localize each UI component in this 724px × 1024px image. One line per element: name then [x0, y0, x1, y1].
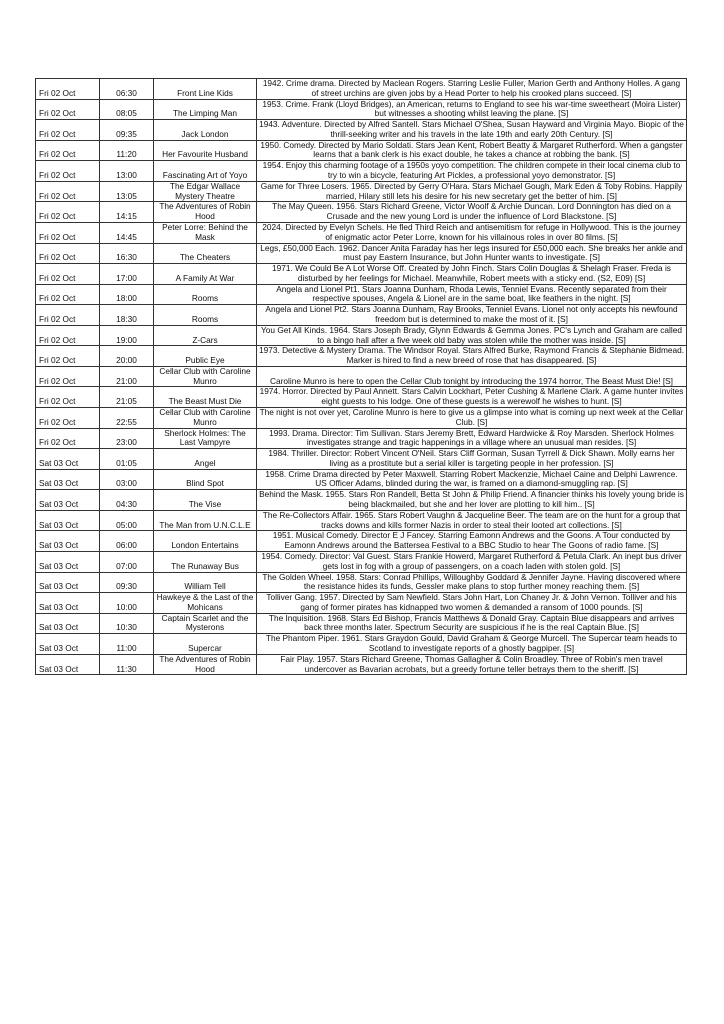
- row-time: 11:20: [100, 140, 154, 161]
- row-date: Fri 02 Oct: [36, 366, 100, 387]
- programme-description: Behind the Mask. 1955. Stars Ron Randell, Betta St John & Philip Friend. A financier thinks his lovely young bride is being blackmailed, but she and her lover are plotting to kill him.. [S]: [257, 490, 687, 511]
- schedule-row: [36, 346, 687, 367]
- programme-title: Rooms: [154, 305, 257, 326]
- row-date: Fri 02 Oct: [36, 243, 100, 264]
- row-time: 13:00: [100, 161, 154, 182]
- schedule-row: [36, 325, 687, 346]
- schedule-row: [36, 387, 687, 408]
- row-date: Sat 03 Oct: [36, 551, 100, 572]
- schedule-row: [36, 202, 687, 223]
- row-date: Sat 03 Oct: [36, 510, 100, 531]
- programme-title: The Runaway Bus: [154, 551, 257, 572]
- row-time: 21:05: [100, 387, 154, 408]
- programme-description: Legs, £50,000 Each. 1962. Dancer Anita Faraday has her legs insured for £50,000 each. She breaks her ankle and must pay Eastern Insurance, but John Hunter wants to investigate. [S]: [257, 243, 687, 264]
- programme-title: The Adventures of Robin Hood: [154, 654, 257, 675]
- programme-description: 1954. Comedy. Director: Val Guest. Stars Frankie Howerd, Margaret Rutherford & Petula Clark. An inept bus driver gets lost in fog with a group of passengers, on a coach laden with stolen gold. [S]: [257, 551, 687, 572]
- schedule-row: [36, 593, 687, 614]
- programme-description: The Phantom Piper. 1961. Stars Graydon Gould, David Graham & George Murcell. The Supercar team heads to Scotland to investigate reports of a ghostly bagpiper. [S]: [257, 634, 687, 655]
- schedule-row: [36, 531, 687, 552]
- row-date: Fri 02 Oct: [36, 79, 100, 100]
- row-date: Fri 02 Oct: [36, 120, 100, 141]
- programme-title: Cellar Club with Caroline Munro: [154, 408, 257, 429]
- programme-title: The Limping Man: [154, 99, 257, 120]
- programme-title: Angel: [154, 449, 257, 470]
- row-time: 10:30: [100, 613, 154, 634]
- row-time: 19:00: [100, 325, 154, 346]
- row-date: Fri 02 Oct: [36, 305, 100, 326]
- programme-title: Jack London: [154, 120, 257, 141]
- schedule-row: [36, 222, 687, 243]
- programme-title: Cellar Club with Caroline Munro: [154, 366, 257, 387]
- programme-title: The Cheaters: [154, 243, 257, 264]
- row-time: 05:00: [100, 510, 154, 531]
- row-time: 09:35: [100, 120, 154, 141]
- row-date: Fri 02 Oct: [36, 202, 100, 223]
- programme-description: You Get All Kinds. 1964. Stars Joseph Brady, Glynn Edwards & Gemma Jones. PC's Lynch and Graham are called to a bingo hall after a five week old baby was stolen while the mother was inside. [S]: [257, 325, 687, 346]
- programme-title: Rooms: [154, 284, 257, 305]
- programme-description: Fair Play. 1957. Stars Richard Greene, Thomas Gallagher & Colin Broadley. Three of Robin's men travel undercover as Bavarian acrobats, but a greedy fortune teller betrays them to the sheriff. [S]: [257, 654, 687, 675]
- row-time: 11:30: [100, 654, 154, 675]
- row-date: Fri 02 Oct: [36, 346, 100, 367]
- schedule-row: [36, 243, 687, 264]
- schedule-row: [36, 428, 687, 449]
- row-time: 21:00: [100, 366, 154, 387]
- row-time: 20:00: [100, 346, 154, 367]
- programme-description: 1974. Horror. Directed by Paul Annett. Stars Calvin Lockhart, Peter Cushing & Marlene Clark. A game hunter invites eight guests to his lodge. One of these guests is a werewolf he wishes to hunt. [S]: [257, 387, 687, 408]
- programme-description: 1954. Enjoy this charming footage of a 1950s yoyo competition. The children compete in their local cinema club to try to win a bicycle, featuring Art Pickles, a professional yoyo demonstrator. [S]: [257, 161, 687, 182]
- programme-description: Tolliver Gang. 1957. Directed by Sam Newfield. Stars John Hart, Lon Chaney Jr. & John Vernon. Tolliver and his gang of former pirates has kidnapped two women & demanded a ransom of 1000 pounds. [S]: [257, 593, 687, 614]
- programme-description: 1953. Crime. Frank (Lloyd Bridges), an American, returns to England to see his war-time sweetheart (Moira Lister) but witnesses a shooting whilst leaving the plane. [S]: [257, 99, 687, 120]
- schedule-row: [36, 366, 687, 387]
- row-time: 01:05: [100, 449, 154, 470]
- programme-title: A Family At War: [154, 264, 257, 285]
- programme-description: 1943. Adventure. Directed by Alfred Santell. Stars Michael O'Shea, Susan Hayward and Virginia Mayo. Biopic of the thrill-seeking writer and his travels in the late 19th and early 20th Century. [S]: [257, 120, 687, 141]
- row-time: 08:05: [100, 99, 154, 120]
- programme-title: The Edgar Wallace Mystery Theatre: [154, 181, 257, 202]
- row-date: Sat 03 Oct: [36, 469, 100, 490]
- programme-description: Angela and Lionel Pt2. Stars Joanna Dunham, Ray Brooks, Tenniel Evans. Lionel not only accepts his newfound freedom but is determined to make the most of it. [S]: [257, 305, 687, 326]
- schedule-row: [36, 408, 687, 429]
- schedule-row: [36, 634, 687, 655]
- row-time: 18:00: [100, 284, 154, 305]
- programme-description: 1942. Crime drama. Directed by Maclean Rogers. Starring Leslie Fuller, Marion Gerth and Anthony Holles. A gang of street urchins are given jobs by a Head Porter to help his crooked plans succeed. [S]: [257, 79, 687, 100]
- row-date: Fri 02 Oct: [36, 161, 100, 182]
- row-time: 06:00: [100, 531, 154, 552]
- row-time: 04:30: [100, 490, 154, 511]
- programme-title: Supercar: [154, 634, 257, 655]
- schedule-table: [35, 78, 687, 675]
- programme-title: Hawkeye & the Last of the Mohicans: [154, 593, 257, 614]
- row-time: 07:00: [100, 551, 154, 572]
- row-date: Fri 02 Oct: [36, 222, 100, 243]
- programme-title: The Vise: [154, 490, 257, 511]
- row-date: Sat 03 Oct: [36, 449, 100, 470]
- programme-title: Her Favourite Husband: [154, 140, 257, 161]
- programme-description: 1984. Thriller. Director: Robert Vincent O'Neil. Stars Cliff Gorman, Susan Tyrrell & Dick Shawn. Molly earns her living as a prostitute but a serial killer is targeting people in her profession. [S]: [257, 449, 687, 470]
- schedule-row: [36, 161, 687, 182]
- schedule-row: [36, 99, 687, 120]
- row-date: Fri 02 Oct: [36, 284, 100, 305]
- schedule-row: [36, 551, 687, 572]
- row-time: 18:30: [100, 305, 154, 326]
- schedule-row: [36, 284, 687, 305]
- row-date: Fri 02 Oct: [36, 408, 100, 429]
- programme-description: The Golden Wheel. 1958. Stars: Conrad Phillips, Willoughby Goddard & Jennifer Jayne. Having discovered where the resistance hides its funds, Gessler make plans to stop further money reaching them. [S]: [257, 572, 687, 593]
- programme-title: The Beast Must Die: [154, 387, 257, 408]
- programme-description: 1973. Detective & Mystery Drama. The Windsor Royal. Stars Alfred Burke, Raymond Francis & Stephanie Bidmead. Marker is hired to find a new breed of rose that has disappeared. [S]: [257, 346, 687, 367]
- row-date: Sat 03 Oct: [36, 490, 100, 511]
- schedule-row: [36, 469, 687, 490]
- row-time: 06:30: [100, 79, 154, 100]
- programme-title: London Entertains: [154, 531, 257, 552]
- row-date: Fri 02 Oct: [36, 181, 100, 202]
- row-date: Sat 03 Oct: [36, 572, 100, 593]
- row-date: Sat 03 Oct: [36, 654, 100, 675]
- row-date: Sat 03 Oct: [36, 593, 100, 614]
- row-date: Fri 02 Oct: [36, 99, 100, 120]
- programme-description: 1950. Comedy. Directed by Mario Soldati. Stars Jean Kent, Robert Beatty & Margaret Rutherford. When a gangster learns that a bank clerk is his exact double, he takes a chance at robbing the bank. [S]: [257, 140, 687, 161]
- programme-title: William Tell: [154, 572, 257, 593]
- programme-title: The Man from U.N.C.L.E: [154, 510, 257, 531]
- programme-title: The Adventures of Robin Hood: [154, 202, 257, 223]
- programme-title: Captain Scarlet and the Mysterons: [154, 613, 257, 634]
- programme-description: 1951. Musical Comedy. Director E J Fancey. Starring Eamonn Andrews and the Goons. A Tour conducted by Eamonn Andrews around the Battersea Festival to a BBC Studio to hear The Goons of radio fame. [S]: [257, 531, 687, 552]
- row-time: 16:30: [100, 243, 154, 264]
- programme-title: Z-Cars: [154, 325, 257, 346]
- schedule-row: [36, 305, 687, 326]
- row-date: Fri 02 Oct: [36, 387, 100, 408]
- programme-description: Caroline Munro is here to open the Cellar Club tonight by introducing the 1974 horror, The Beast Must Die! [S]: [257, 366, 687, 387]
- row-time: 03:00: [100, 469, 154, 490]
- row-date: Sat 03 Oct: [36, 634, 100, 655]
- schedule-row: [36, 181, 687, 202]
- programme-title: Fascinating Art of Yoyo: [154, 161, 257, 182]
- schedule-row: [36, 490, 687, 511]
- row-date: Fri 02 Oct: [36, 140, 100, 161]
- row-time: 14:15: [100, 202, 154, 223]
- schedule-row: [36, 264, 687, 285]
- row-date: Fri 02 Oct: [36, 428, 100, 449]
- programme-title: Sherlock Holmes: The Last Vampyre: [154, 428, 257, 449]
- schedule-row: [36, 120, 687, 141]
- schedule-row: [36, 510, 687, 531]
- programme-title: Blind Spot: [154, 469, 257, 490]
- schedule-row: [36, 572, 687, 593]
- schedule-row: [36, 654, 687, 675]
- programme-description: The Re-Collectors Affair. 1965. Stars Robert Vaughn & Jacqueline Beer. The team are on the hunt for a group that tracks downs and kills former Nazis in order to steal their looted art collections. [S]: [257, 510, 687, 531]
- programme-description: 1993. Drama. Director: Tim Sullivan. Stars Jeremy Brett, Edward Hardwicke & Roy Marsden. Sherlock Holmes investigates strange and tragic happenings in a village where an unusual man resides. [S]: [257, 428, 687, 449]
- row-time: 17:00: [100, 264, 154, 285]
- row-date: Sat 03 Oct: [36, 531, 100, 552]
- programme-title: Front Line Kids: [154, 79, 257, 100]
- schedule-row: [36, 449, 687, 470]
- programme-description: 1971. We Could Be A Lot Worse Off. Created by John Finch. Stars Colin Douglas & Shelagh Fraser. Freda is disturbed by her feelings for Michael. Meanwhile, Robert meets with a sticky end. (S2, E09) [S]: [257, 264, 687, 285]
- programme-description: 1958. Crime Drama directed by Peter Maxwell. Starring Robert Mackenzie, Michael Caine and Delphi Lawrence. US Officer Adams, blinded during the war, is framed on a diamond-smuggling rap. [S]: [257, 469, 687, 490]
- programme-title: Public Eye: [154, 346, 257, 367]
- row-date: Fri 02 Oct: [36, 264, 100, 285]
- schedule-row: [36, 613, 687, 634]
- row-date: Fri 02 Oct: [36, 325, 100, 346]
- programme-description: 2024. Directed by Evelyn Schels. He fled Third Reich and antisemitism for refuge in Hollywood. This is the journey of enigmatic actor Peter Lorre, known for his villainous roles in over 80 films. [S]: [257, 222, 687, 243]
- row-time: 10:00: [100, 593, 154, 614]
- row-time: 14:45: [100, 222, 154, 243]
- row-time: 23:00: [100, 428, 154, 449]
- programme-description: Game for Three Losers. 1965. Directed by Gerry O'Hara. Stars Michael Gough, Mark Eden & Toby Robins. Happily married, Hilary still lets his desire for his new secretary get the better of him. [S]: [257, 181, 687, 202]
- row-time: 09:30: [100, 572, 154, 593]
- row-date: Sat 03 Oct: [36, 613, 100, 634]
- programme-title: Peter Lorre: Behind the Mask: [154, 222, 257, 243]
- row-time: 22:55: [100, 408, 154, 429]
- schedule-row: [36, 140, 687, 161]
- programme-description: The Inquisition. 1968. Stars Ed Bishop, Francis Matthews & Donald Gray. Captain Blue disappears and arrives back three months later. Spectrum Security are suspicious if he is the real Captain Blue. [S]: [257, 613, 687, 634]
- schedule-body: [36, 79, 687, 675]
- row-time: 11:00: [100, 634, 154, 655]
- programme-description: Angela and Lionel Pt1. Stars Joanna Dunham, Rhoda Lewis, Tenniel Evans. Recently separated from their respective spouses, Angela & Lionel are in the same boat, like feathers in the night. [S]: [257, 284, 687, 305]
- programme-description: The night is not over yet, Caroline Munro is here to give us a glimpse into what is coming up next week at the Cellar Club. [S]: [257, 408, 687, 429]
- row-time: 13:05: [100, 181, 154, 202]
- programme-description: The May Queen. 1956. Stars Richard Greene, Victor Woolf & Archie Duncan. Lord Donnington has died on a Crusade and the new young Lord is under the influence of Lord Blackstone. [S]: [257, 202, 687, 223]
- schedule-row: [36, 79, 687, 100]
